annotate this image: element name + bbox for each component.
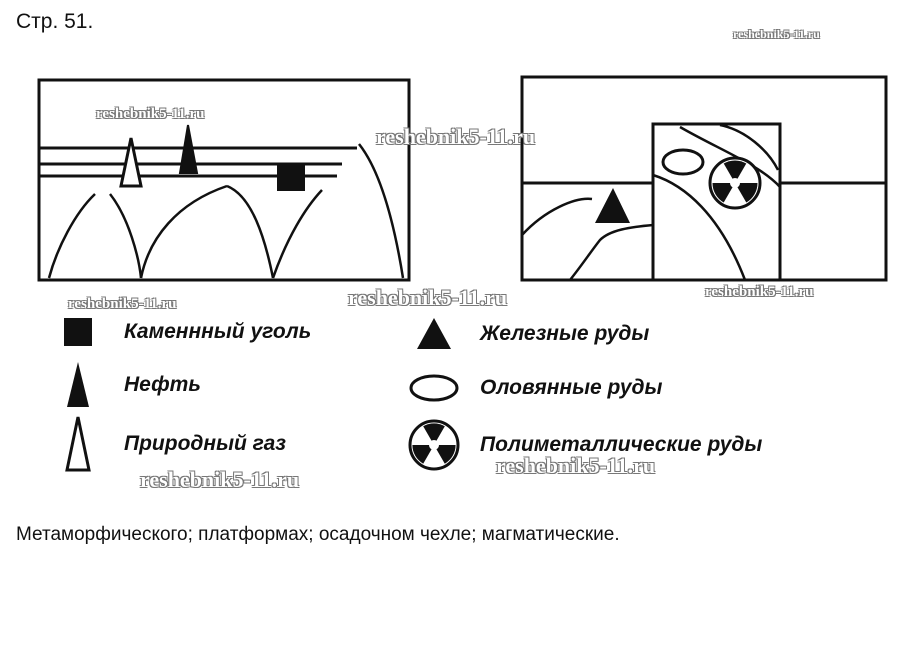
legend-item-coal xyxy=(48,316,311,348)
answer-text: Метаморфического; платформах; осадочном чехле; магматические. xyxy=(16,524,620,545)
watermark: reshebnik5-11.ru xyxy=(733,27,820,41)
wide-filled-triangle-icon xyxy=(414,316,454,352)
legend-label-iron-ore: Железные руды xyxy=(480,322,650,345)
legend-label-oil: Нефть xyxy=(124,373,201,396)
platform-diagram xyxy=(37,78,412,284)
legend-item-oil xyxy=(48,360,201,410)
watermark: reshebnik5-11.ru xyxy=(68,296,177,312)
filled-triangle-icon xyxy=(63,360,93,410)
watermark: reshebnik5-11.ru xyxy=(376,124,536,149)
sedimentary-layers xyxy=(39,148,357,176)
platform-frame xyxy=(39,80,409,280)
legend-item-tin-ore xyxy=(404,372,662,404)
outline-triangle-icon xyxy=(62,414,94,474)
watermark: reshebnik5-11.ru xyxy=(348,285,508,310)
watermark: reshebnik5-11.ru xyxy=(140,467,300,492)
filled-square-icon xyxy=(62,316,94,348)
page-title: Стр. 51. xyxy=(16,10,94,33)
legend-item-gas xyxy=(48,414,286,474)
legend-label-coal: Каменнный уголь xyxy=(124,320,312,343)
watermark: reshebnik5-11.ru xyxy=(705,284,814,300)
iron-ore-icon xyxy=(595,188,630,223)
outline-ellipse-icon xyxy=(408,372,460,404)
legend-item-iron-ore xyxy=(404,316,649,352)
legend-label-tin-ore: Оловянные руды xyxy=(480,376,663,399)
legend-label-gas: Природный газ xyxy=(124,432,287,455)
shield-frame xyxy=(522,77,886,280)
legend-item-polymetal-ore xyxy=(404,418,762,472)
tin-ore-icon xyxy=(663,150,703,174)
shield-diagram xyxy=(520,75,890,285)
gas-deposit-icon xyxy=(121,138,141,186)
coal-deposit-icon xyxy=(277,163,305,191)
polymetal-ore-icon xyxy=(710,158,760,208)
watermark: reshebnik5-11.ru xyxy=(96,106,205,122)
legend-label-polymetal-ore: Полиметаллические руды xyxy=(480,433,763,456)
radiation-circle-icon xyxy=(407,418,461,472)
watermark: reshebnik5-11.ru xyxy=(496,453,656,478)
